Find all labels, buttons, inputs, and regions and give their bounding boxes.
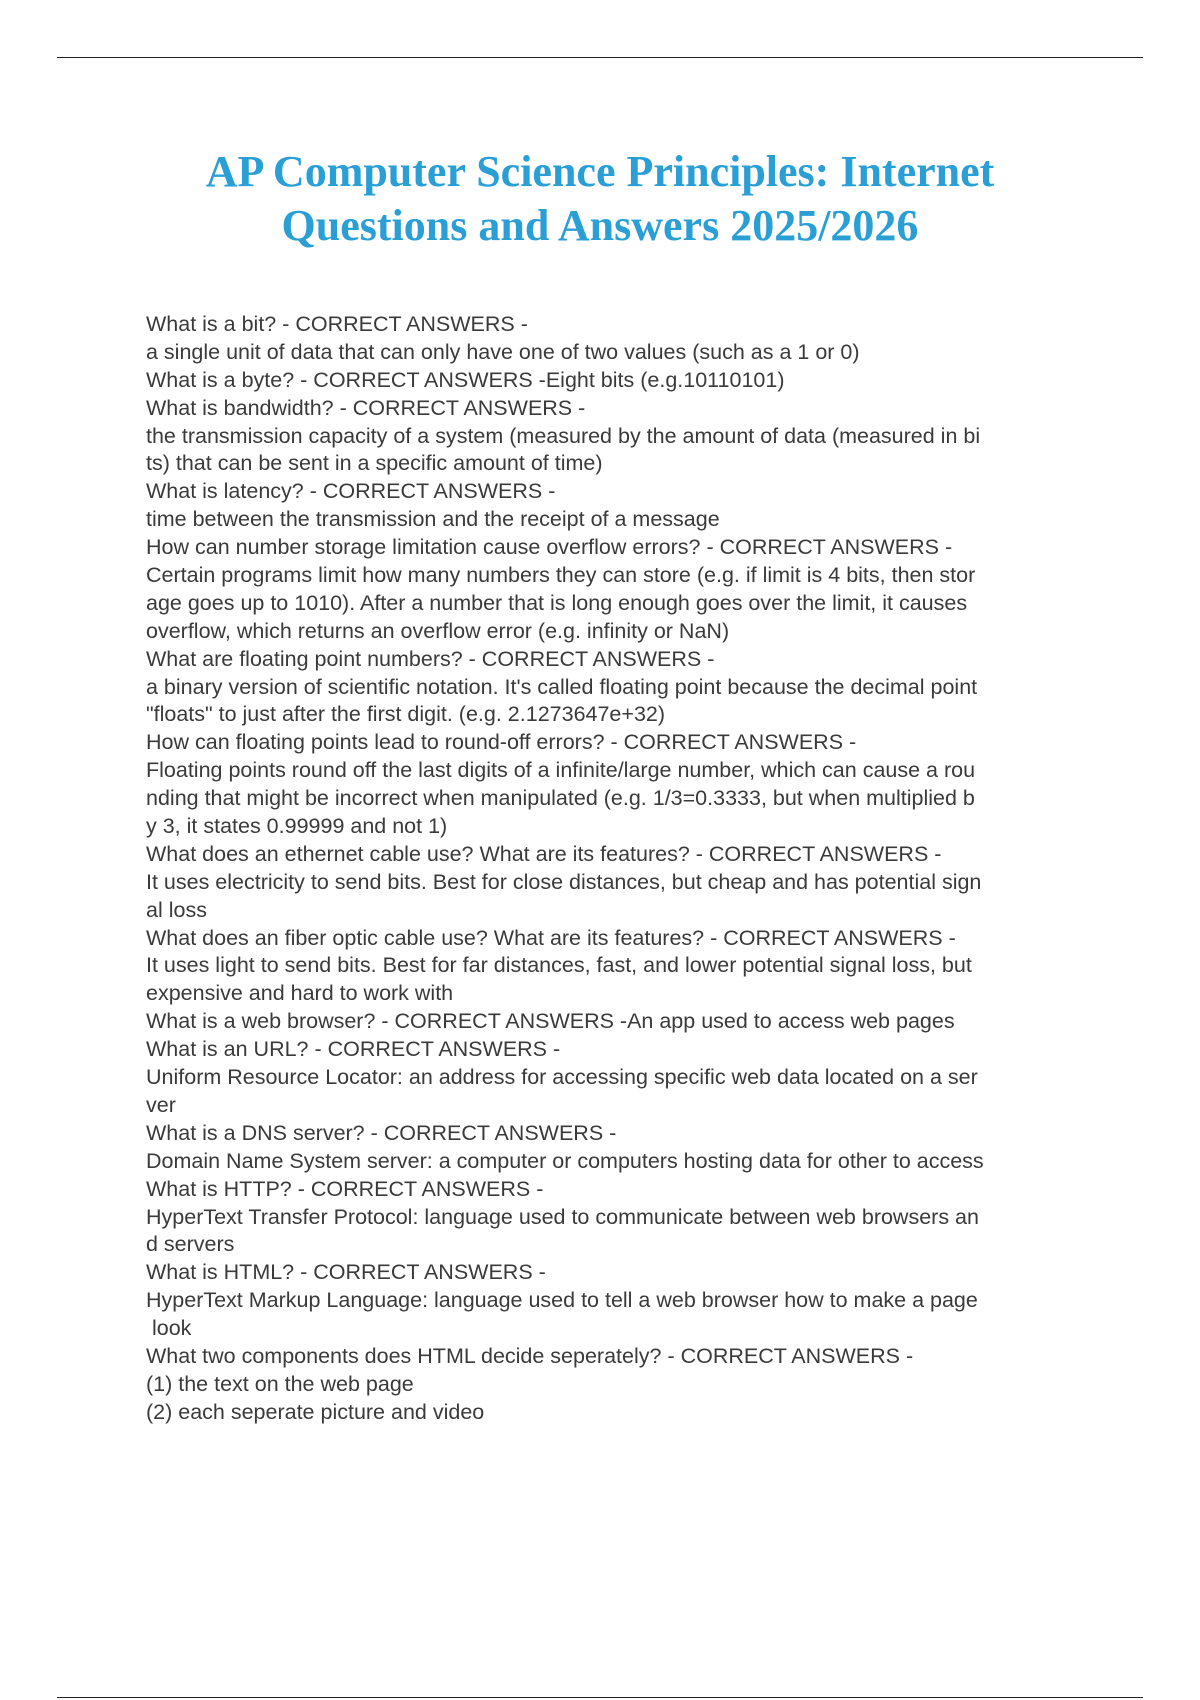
question-line: What is a DNS server? - CORRECT ANSWERS -: [146, 1120, 617, 1145]
qa-body: [146, 311, 1106, 1427]
question-line: What are floating point numbers? - CORRECT ANSWERS -: [146, 646, 715, 671]
answer-line: time between the transmission and the receipt of a message: [146, 507, 720, 532]
question-line: What is HTTP? - CORRECT ANSWERS -: [146, 1176, 544, 1201]
answer-line: It uses electricity to send bits. Best for close distances, but cheap and has potential sign: [146, 869, 982, 894]
answer-line: ver: [146, 1092, 176, 1117]
answer-line: HyperText Markup Language: language used to tell a web browser how to make a page: [146, 1288, 978, 1313]
question-line: What is a byte? - CORRECT ANSWERS -Eight bits (e.g.10110101): [146, 367, 785, 392]
answer-line: al loss: [146, 897, 207, 922]
title-line-1: AP Computer Science Principles: Internet: [205, 147, 995, 196]
answer-line: (1) the text on the web page: [146, 1371, 414, 1396]
answer-line: d servers: [146, 1232, 235, 1257]
answer-line: Uniform Resource Locator: an address for accessing specific web data located on a ser: [146, 1065, 978, 1090]
question-line: What is a bit? - CORRECT ANSWERS -: [146, 312, 528, 336]
question-line: What is an URL? - CORRECT ANSWERS -: [146, 1037, 561, 1062]
title-line-2: Questions and Answers 2025/2026: [281, 201, 919, 250]
answer-line: Domain Name System server: a computer or computers hosting data for other to access: [146, 1148, 984, 1173]
question-line: What is HTML? - CORRECT ANSWERS -: [146, 1260, 546, 1285]
question-line: What does an fiber optic cable use? What are its features? - CORRECT ANSWERS -: [146, 925, 956, 950]
answer-line: nding that might be incorrect when manipulated (e.g. 1/3=0.3333, but when multiplied b: [146, 786, 975, 811]
bottom-rule: [57, 1697, 1143, 1698]
question-line: What is a web browser? - CORRECT ANSWERS -An app used to access web pages: [146, 1009, 955, 1034]
answer-line: "floats" to just after the first digit. (e.g. 2.1273647e+32): [146, 702, 666, 727]
answer-line: It uses light to send bits. Best for far distances, fast, and lower potential signal loss, but: [146, 953, 972, 978]
answer-line: (2) each seperate picture and video: [146, 1399, 485, 1424]
question-line: What is latency? - CORRECT ANSWERS -: [146, 479, 556, 504]
answer-line: y 3, it states 0.99999 and not 1): [146, 814, 448, 839]
question-line: How can number storage limitation cause overflow errors? - CORRECT ANSWERS -: [146, 535, 953, 560]
answer-line: a binary version of scientific notation. It's called floating point because the decimal point: [146, 674, 978, 699]
answer-line: ts) that can be sent in a specific amount of time): [146, 451, 603, 476]
answer-line: Floating points round off the last digits of a infinite/large number, which can cause a rou: [146, 758, 976, 783]
question-line: What two components does HTML decide seperately? - CORRECT ANSWERS -: [146, 1343, 914, 1368]
question-line: What is bandwidth? - CORRECT ANSWERS -: [146, 395, 586, 420]
answer-line: Certain programs limit how many numbers they can store (e.g. if limit is 4 bits, then stor: [146, 563, 976, 588]
answer-line: expensive and hard to work with: [146, 981, 454, 1006]
answer-line: look: [146, 1316, 192, 1341]
question-line: What does an ethernet cable use? What are its features? - CORRECT ANSWERS -: [146, 841, 942, 866]
answer-line: the transmission capacity of a system (measured by the amount of data (measured in bi: [146, 423, 981, 448]
answer-line: age goes up to 1010). After a number that is long enough goes over the limit, it causes: [146, 590, 968, 615]
document-title: [0, 145, 1200, 253]
answer-line: overflow, which returns an overflow error (e.g. infinity or NaN): [146, 618, 730, 643]
question-line: How can floating points lead to round-off errors? - CORRECT ANSWERS -: [146, 730, 857, 755]
top-rule: [57, 57, 1143, 58]
answer-line: a single unit of data that can only have one of two values (such as a 1 or 0): [146, 339, 860, 364]
answer-line: HyperText Transfer Protocol: language used to communicate between web browsers an: [146, 1204, 979, 1229]
